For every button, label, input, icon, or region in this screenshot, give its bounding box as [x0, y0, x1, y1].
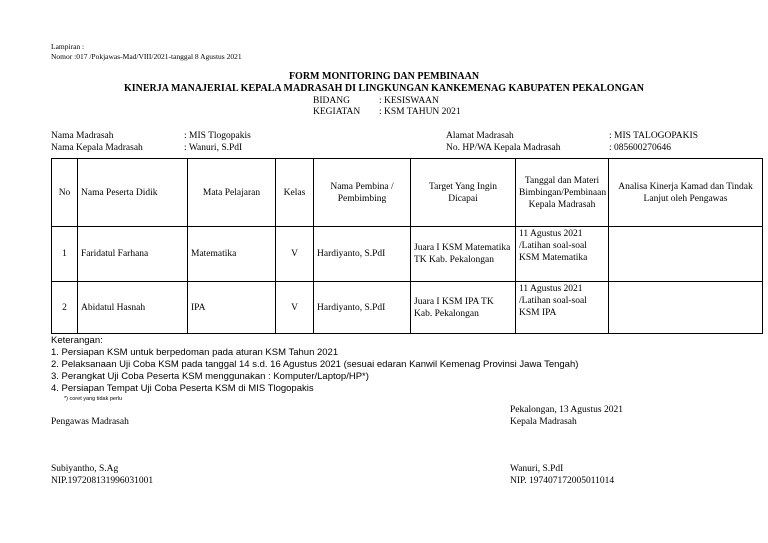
nomor-surat: Nomor :017 /Pokjawas-Mad/VIII/2021-tanggal 8 Agustus 2021: [51, 52, 242, 61]
bidang-value: : KESISWAAN: [379, 96, 439, 106]
cell-pembina: Hardiyanto, S.PdI: [314, 282, 411, 334]
kepala-name: Wanuri, S.PdI: [510, 464, 564, 474]
lampiran-label: Lampiran :: [51, 42, 85, 51]
cell-no: 2: [52, 282, 78, 334]
hp-value: : 085600270646: [609, 143, 672, 153]
header-pembina: Nama Pembina / Pembimbing: [314, 159, 411, 227]
keterangan-item: 4. Persiapan Tempat Uji Coba Peserta KSM di MIS Tlogopakis: [51, 383, 314, 394]
pengawas-nip: NIP.197208131996031001: [51, 476, 154, 486]
pengawas-title: Pengawas Madrasah: [51, 417, 129, 427]
cell-mapel: Matematika: [188, 227, 276, 282]
cell-tanggal: 11 Agustus 2021 /Latihan soal-soal KSM Matematika: [516, 227, 609, 282]
form-subtitle: KINERJA MANAJERIAL KEPALA MADRASAH DI LINGKUNGAN KANKEMENAG KABUPATEN PEKALONGAN: [123, 83, 645, 94]
kepala-title: Kepala Madrasah: [510, 417, 577, 427]
header-kelas: Kelas: [276, 159, 314, 227]
table-row: [52, 227, 763, 282]
table-header-row: [52, 159, 763, 227]
header-tanggal: Tanggal dan Materi Bimbingan/Pembinaan Kepala Madrasah: [516, 159, 609, 227]
nama-madrasah-label: Nama Madrasah: [51, 131, 114, 141]
place-date: Pekalongan, 13 Agustus 2021: [510, 405, 623, 415]
cell-target: Juara I KSM Matematika TK Kab. Pekalongan: [411, 227, 516, 282]
cell-pembina: Hardiyanto, S.PdI: [314, 227, 411, 282]
cell-kelas: V: [276, 227, 314, 282]
form-title: FORM MONITORING DAN PEMBINAAN: [288, 71, 480, 82]
keterangan-item: 1. Persiapan KSM untuk berpedoman pada aturan KSM Tahun 2021: [51, 347, 339, 358]
table-row: [52, 282, 763, 334]
alamat-value: : MIS TALOGOPAKIS: [609, 131, 698, 141]
keterangan-item: 2. Pelaksanaan Uji Coba KSM pada tanggal 14 s.d. 16 Agustus 2021 (sesuai edaran Kanwil Kemenag Provinsi Jawa Tengah): [51, 359, 579, 370]
kepala-value: : Wanuri, S.PdI: [184, 143, 243, 153]
cell-mapel: IPA: [188, 282, 276, 334]
kegiatan-label: KEGIATAN: [313, 107, 361, 117]
cell-nama: Abidatul Hasnah: [78, 282, 188, 334]
keterangan-item: 3. Perangkat Uji Coba Peserta KSM menggunakan : Komputer/Laptop/HP*): [51, 371, 369, 382]
kegiatan-value: : KSM TAHUN 2021: [379, 107, 461, 117]
pengawas-name: Subiyantho, S.Ag: [51, 464, 119, 474]
kepala-nip: NIP. 197407172005011014: [510, 476, 615, 486]
cell-analisa: [609, 282, 763, 334]
cell-kelas: V: [276, 282, 314, 334]
cell-nama: Faridatul Farhana: [78, 227, 188, 282]
alamat-label: Alamat Madrasah: [446, 131, 514, 141]
keterangan-title: Keterangan:: [51, 335, 103, 346]
footnote: *) coret yang tidak perlu: [64, 396, 123, 402]
header-mapel: Mata Pelajaran: [188, 159, 276, 227]
header-target: Target Yang Ingin Dicapai: [411, 159, 516, 227]
cell-analisa: [609, 227, 763, 282]
cell-tanggal: 11 Agustus 2021 /Latihan soal-soal KSM IPA: [516, 282, 609, 334]
bidang-label: BIDANG: [313, 96, 350, 106]
header-analisa: Analisa Kinerja Kamad dan Tindak Lanjut oleh Pengawas: [609, 159, 763, 227]
header-nama: Nama Peserta Didik: [78, 159, 188, 227]
hp-label: No. HP/WA Kepala Madrasah: [446, 143, 561, 153]
cell-target: Juara I KSM IPA TK Kab. Pekalongan: [411, 282, 516, 334]
header-no: No: [52, 159, 78, 227]
monitoring-table: [51, 158, 763, 334]
kepala-label: Nama Kepala Madrasah: [51, 143, 143, 153]
nama-madrasah-value: : MIS Tlogopakis: [184, 131, 251, 141]
cell-no: 1: [52, 227, 78, 282]
